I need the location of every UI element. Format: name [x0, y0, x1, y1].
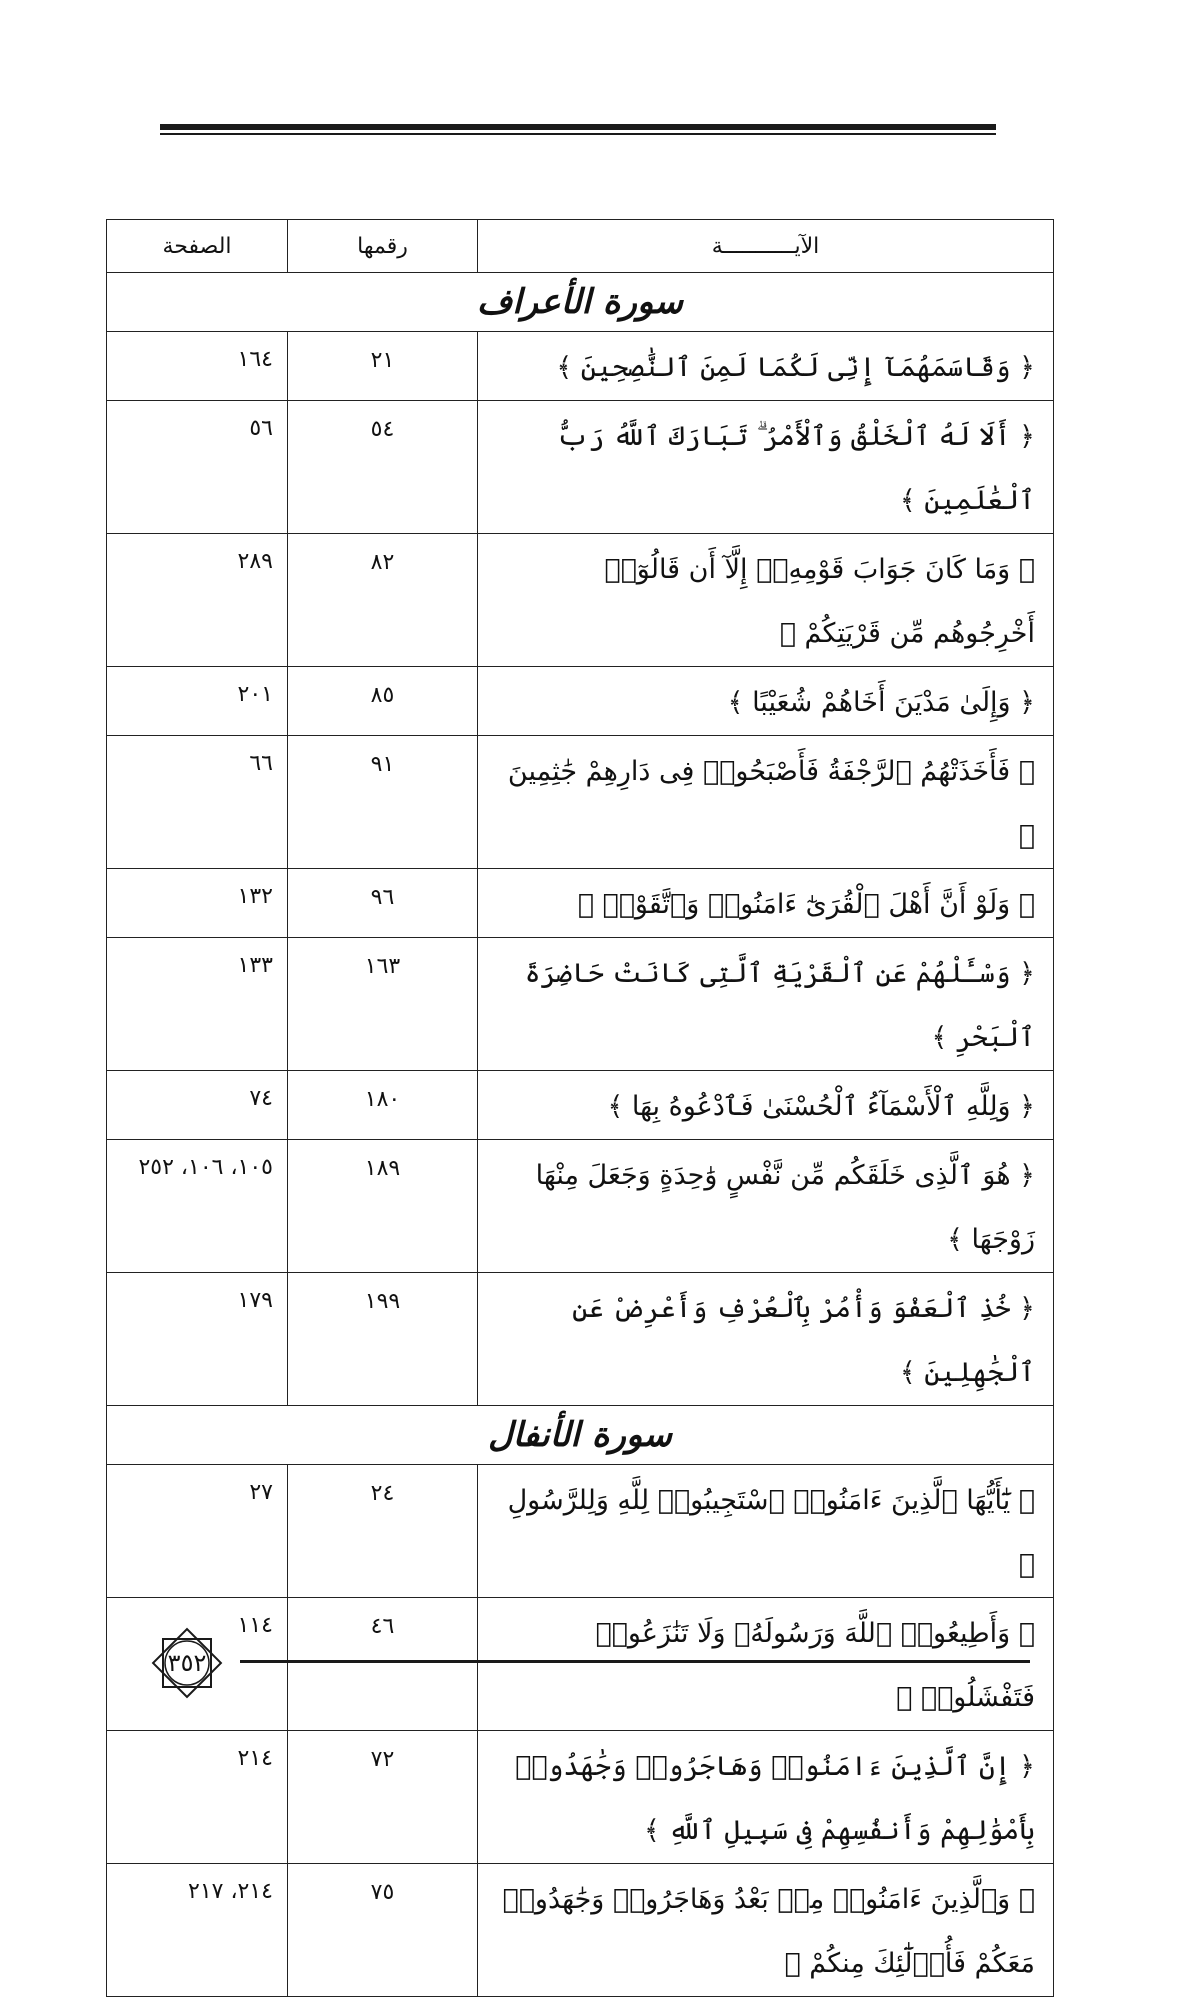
verse-number: ٨٥ — [288, 667, 478, 736]
table-row — [107, 401, 1054, 534]
verse-text: ﴿ وَمَا كَانَ جَوَابَ قَوْمِهِۦٓ إِلَّآ أَن قَالُوٓا۟ أَخْرِجُوهُم مِّن قَرْيَتِكُمْ ﴾ — [478, 534, 1054, 667]
verse-number: ٢٤ — [288, 1465, 478, 1598]
verse-number: ٧٥ — [288, 1864, 478, 1997]
verse-text: ﴿ وَٱلَّذِينَ ءَامَنُوا۟ مِنۢ بَعْدُ وَهَاجَرُوا۟ وَجَٰهَدُوا۟ مَعَكُمْ فَأُو۟لَٰٓئِكَ مِنكُمْ ﴾ — [478, 1864, 1054, 1997]
table-row — [107, 1731, 1054, 1864]
verse-number: ١٨٩ — [288, 1140, 478, 1273]
table-row — [107, 1864, 1054, 1997]
page-reference: ١٧٩ — [107, 1273, 288, 1406]
table-row — [107, 736, 1054, 869]
verse-number: ١٩٩ — [288, 1273, 478, 1406]
table-row — [107, 1140, 1054, 1273]
verse-text: ﴿ فَأَخَذَتْهُمُ ٱلرَّجْفَةُ فَأَصْبَحُوا۟ فِى دَارِهِمْ جَٰثِمِينَ ﴾ — [478, 736, 1054, 869]
verse-number: ٩١ — [288, 736, 478, 869]
page-reference: ١٦٤ — [107, 332, 288, 401]
table-row — [107, 1598, 1054, 1731]
page-reference: ١٣٣ — [107, 938, 288, 1071]
verse-number: ٧٢ — [288, 1731, 478, 1864]
verse-text: ﴿ وَلَوْ أَنَّ أَهْلَ ٱلْقُرَىٰٓ ءَامَنُوا۟ وَٱتَّقَوْا۟ ﴾ — [478, 869, 1054, 938]
top-double-rule — [160, 124, 996, 135]
page-reference: ٧٤ — [107, 1071, 288, 1140]
page-number: ٣٥٢ — [167, 1649, 207, 1677]
verse-number: ١٨٠ — [288, 1071, 478, 1140]
table-row — [107, 534, 1054, 667]
page-reference: ٦٦ — [107, 736, 288, 869]
sura-heading-row — [107, 273, 1054, 332]
verse-number: ١٦٣ — [288, 938, 478, 1071]
sura-heading-row — [107, 1406, 1054, 1465]
page-reference: ٢١٤ — [107, 1731, 288, 1864]
sura-title: سورة الأنفال — [487, 1415, 672, 1455]
verse-text: ﴿ أَلَا لَهُ ٱلْخَلْقُ وَٱلْأَمْرُ ۗ تَبَارَكَ ٱللَّهُ رَبُّ ٱلْعَٰلَمِينَ ﴾ — [478, 401, 1054, 534]
verse-text: ﴿ وَقَاسَمَهُمَآ إِنِّى لَكُمَا لَمِنَ ٱلنَّٰصِحِينَ ﴾ — [478, 332, 1054, 401]
page-reference: ٢٨٩ — [107, 534, 288, 667]
header-page: الصفحة — [107, 220, 288, 273]
sura-heading-cell — [107, 273, 1054, 332]
verse-text: ﴿ يَٰٓأَيُّهَا ٱلَّذِينَ ءَامَنُوا۟ ٱسْتَجِيبُوا۟ لِلَّهِ وَلِلرَّسُولِ ﴾ — [478, 1465, 1054, 1598]
verse-number: ٢١ — [288, 332, 478, 401]
sura-title: سورة الأعراف — [476, 282, 684, 322]
top-rule-thin — [160, 133, 996, 135]
verse-number: ٥٤ — [288, 401, 478, 534]
verse-text: ﴿ وَسْـَٔلْهُمْ عَنِ ٱلْقَرْيَةِ ٱلَّتِى كَانَتْ حَاضِرَةَ ٱلْبَحْرِ ﴾ — [478, 938, 1054, 1071]
page-number-badge — [146, 1622, 228, 1704]
header-verse: الآيـــــــــــة — [478, 220, 1054, 273]
verse-text: ﴿ هُوَ ٱلَّذِى خَلَقَكُم مِّن نَّفْسٍ وَٰحِدَةٍ وَجَعَلَ مِنْهَا زَوْجَهَا ﴾ — [478, 1140, 1054, 1273]
page-reference: ١٠٥، ١٠٦، ٢٥٢ — [107, 1140, 288, 1273]
verse-text: ﴿ خُذِ ٱلْعَفْوَ وَأْمُرْ بِٱلْعُرْفِ وَأَعْرِضْ عَنِ ٱلْجَٰهِلِينَ ﴾ — [478, 1273, 1054, 1406]
table-row — [107, 1071, 1054, 1140]
top-rule-thick — [160, 124, 996, 130]
verse-text: ﴿ وَأَطِيعُوا۟ ٱللَّهَ وَرَسُولَهُۥ وَلَا تَنَٰزَعُوا۟ فَتَفْشَلُوا۟ ﴾ — [478, 1598, 1054, 1731]
page-reference: ٢٠١ — [107, 667, 288, 736]
sura-heading-cell — [107, 1406, 1054, 1465]
table-row — [107, 332, 1054, 401]
verse-text: ﴿ وَإِلَىٰ مَدْيَنَ أَخَاهُمْ شُعَيْبًا ﴾ — [478, 667, 1054, 736]
table-row — [107, 1273, 1054, 1406]
table-row — [107, 667, 1054, 736]
verse-text: ﴿ وَلِلَّهِ ٱلْأَسْمَآءُ ٱلْحُسْنَىٰ فَٱدْعُوهُ بِهَا ﴾ — [478, 1071, 1054, 1140]
table-header-row — [107, 220, 1054, 273]
verse-text: ﴿ إِنَّ ٱلَّذِينَ ءَامَنُوا۟ وَهَاجَرُوا۟ وَجَٰهَدُوا۟ بِأَمْوَٰلِهِمْ وَأَنفُسِهِمْ فِى سَبِيلِ ٱللَّهِ ﴾ — [478, 1731, 1054, 1864]
verse-number: ٩٦ — [288, 869, 478, 938]
page-reference: ٢١٤، ٢١٧ — [107, 1864, 288, 1997]
page-reference: ١١٤ — [107, 1598, 288, 1731]
footer-rule — [240, 1660, 1030, 1663]
verse-number: ٤٦ — [288, 1598, 478, 1731]
table-row — [107, 1465, 1054, 1598]
page-reference: ٥٦ — [107, 401, 288, 534]
table-row — [107, 869, 1054, 938]
page-reference: ٢٧ — [107, 1465, 288, 1598]
verse-index-table — [106, 219, 1054, 1997]
header-number: رقمها — [288, 220, 478, 273]
page-reference: ١٣٢ — [107, 869, 288, 938]
table-row — [107, 938, 1054, 1071]
verse-number: ٨٢ — [288, 534, 478, 667]
